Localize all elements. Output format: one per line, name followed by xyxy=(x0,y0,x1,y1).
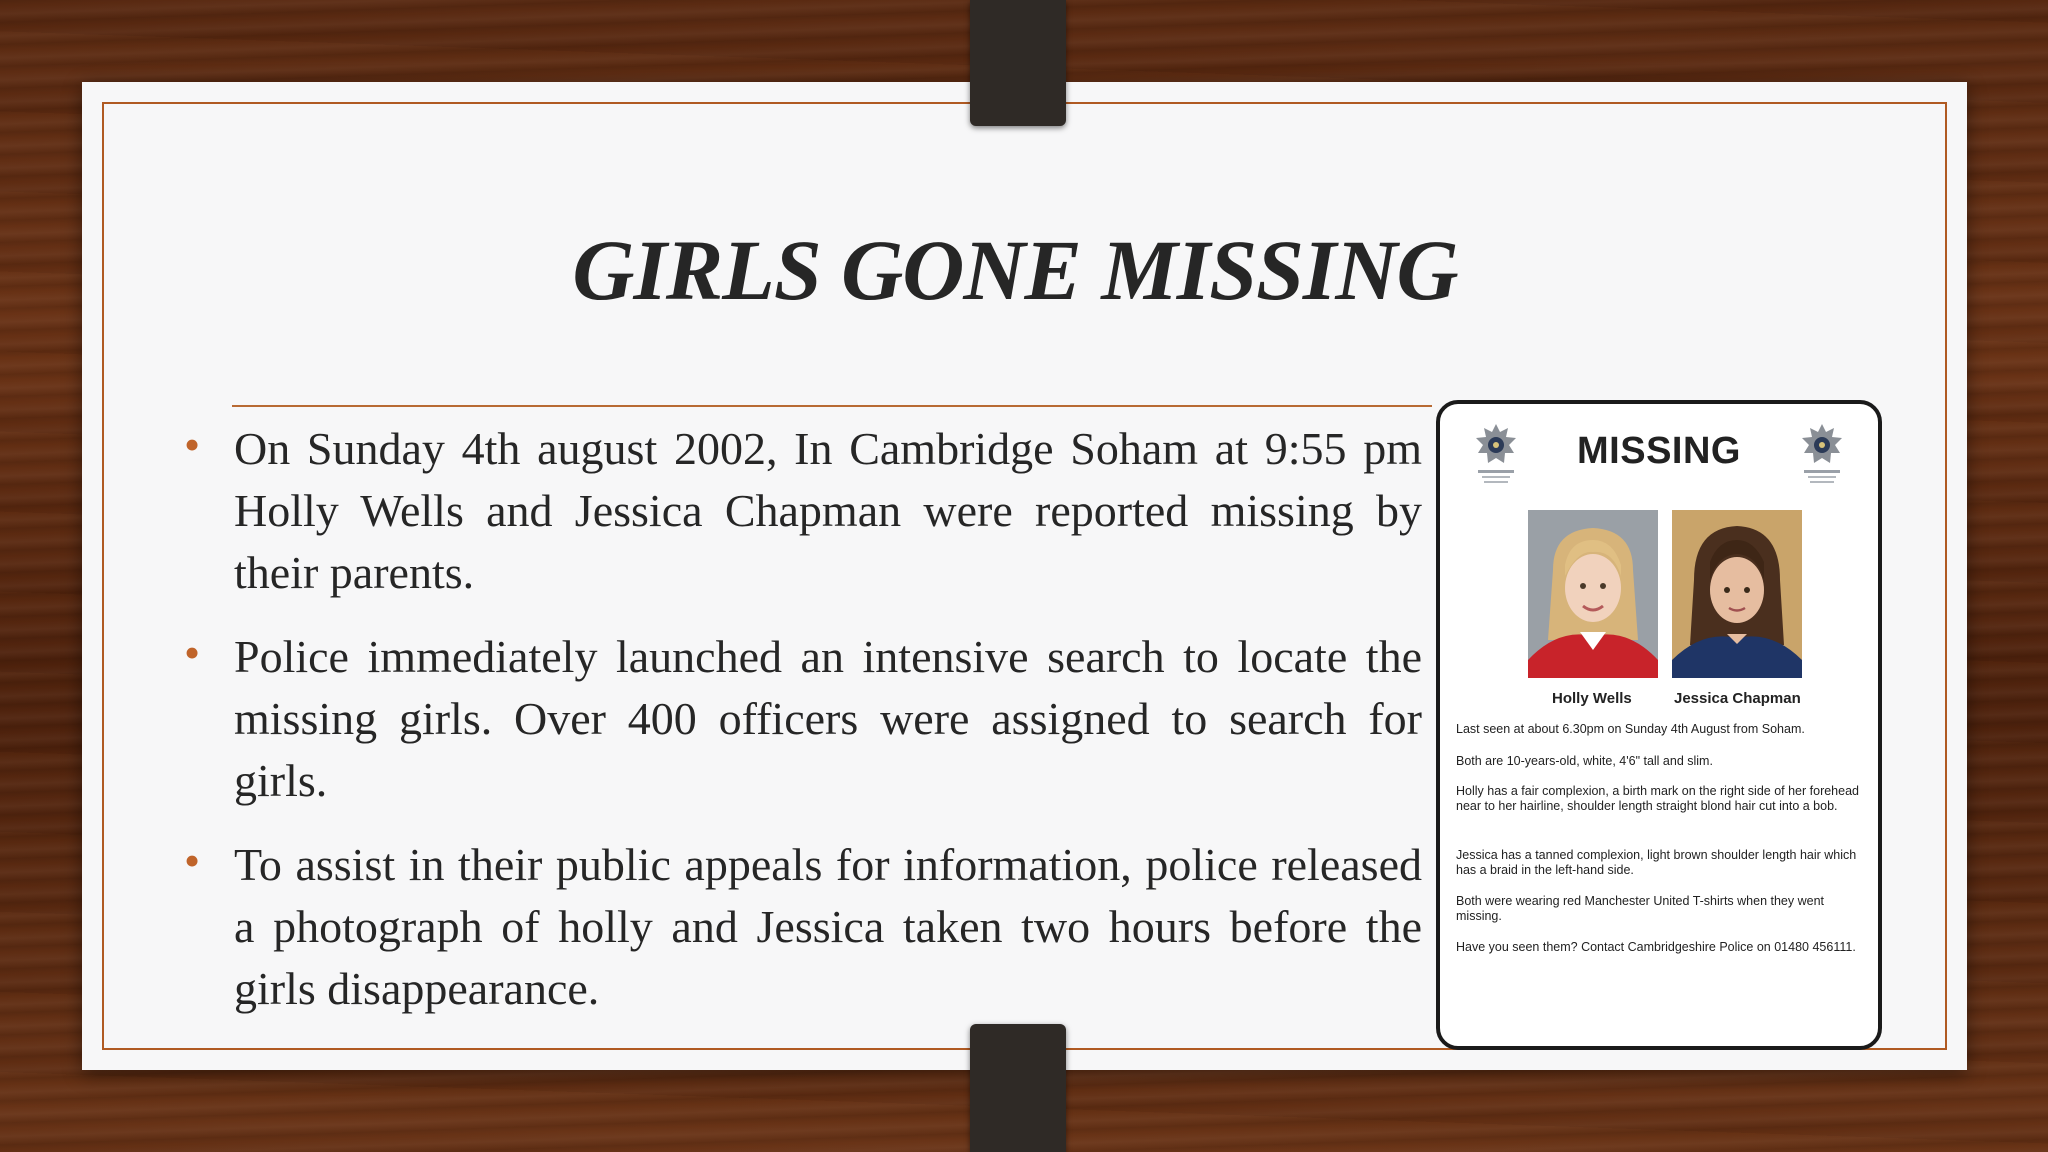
girl-photo-holly xyxy=(1528,510,1658,678)
binder-clip-top xyxy=(970,0,1066,126)
poster-text-last-seen: Last seen at about 6.30pm on Sunday 4th August from Soham. xyxy=(1456,722,1805,736)
name-jessica: Jessica Chapman xyxy=(1674,690,1801,707)
bullet-item xyxy=(180,626,1422,812)
poster-title: MISSING xyxy=(1577,430,1741,472)
bullet-icon: • xyxy=(184,835,201,886)
bullet-text: To assist in their public appeals for information, police released a photograph of holly and Jessica taken two hours before the girls disappearance. xyxy=(234,839,1422,1014)
title-divider xyxy=(232,405,1432,407)
girl-photo-jessica xyxy=(1672,510,1802,678)
poster-text-jessica: Jessica has a tanned complexion, light brown shoulder length hair which has a braid in the left-hand side. xyxy=(1456,848,1857,877)
poster-text-clothing: Both were wearing red Manchester United T-shirts when they went missing. xyxy=(1456,894,1825,923)
bullet-text: On Sunday 4th august 2002, In Cambridge Soham at 9:55 pm Holly Wells and Jessica Chapman were reported missing by their parents. xyxy=(234,423,1422,598)
bullet-item xyxy=(180,834,1422,1020)
bullet-icon: • xyxy=(184,419,201,470)
bullet-text: Police immediately launched an intensive search to locate the missing girls. Over 400 officers were assigned to search for girls. xyxy=(234,631,1422,806)
name-holly: Holly Wells xyxy=(1552,690,1632,707)
slide-title: GIRLS GONE MISSING xyxy=(572,222,1458,318)
missing-poster-image xyxy=(1436,400,1882,1050)
bullet-item xyxy=(180,418,1422,604)
poster-text-contact: Have you seen them? Contact Cambridgeshire Police on 01480 456111. xyxy=(1456,940,1856,954)
bullet-icon: • xyxy=(184,627,201,678)
poster-text-description: Both are 10-years-old, white, 4'6" tall and slim. xyxy=(1456,754,1713,768)
poster-text-holly: Holly has a fair complexion, a birth mark on the right side of her forehead near to her hairline, shoulder length straight blond hair cut into a bob. xyxy=(1456,784,1859,813)
bullet-list xyxy=(180,418,1422,1042)
binder-clip-bottom xyxy=(970,1024,1066,1152)
